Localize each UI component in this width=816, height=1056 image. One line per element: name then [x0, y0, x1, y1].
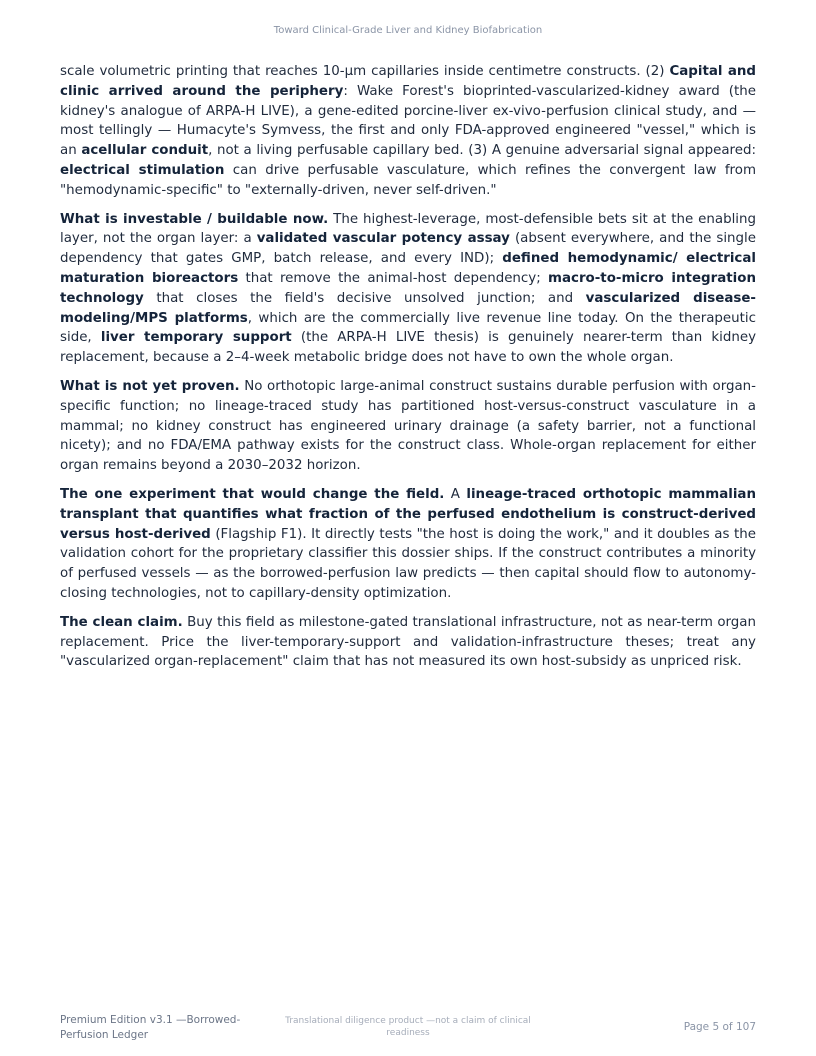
page-number: Page 5 of 107	[683, 1021, 756, 1033]
bold-phrase: acellular conduit	[81, 143, 209, 159]
paragraph-investable-now: What is investable / buildable now. The highest-leverage, most-defensible bets sit at the enabling layer, not the organ layer: a validated vascular potency assay (absent everywhere, and the single dependency that gates GMP, batch release, and every IND); defined hemodynamic/ electrical maturation bioreactors that remove the animal-host dependency; macro-to-micro integration technology that closes the field's decisive unsolved junction; and vascularized disease-modeling/MPS platforms, which are the commercially live revenue line today. On the therapeutic side, liver temporary support (the ARPA-H LIVE thesis) is genuinely nearer-term than kidney replacement, because a 2–4-week metabolic bridge does not have to own the whole organ.	[60, 211, 757, 366]
paragraph-heading: The one experiment that would change the field.	[60, 486, 445, 502]
bold-phrase: Capital and clinic arrived around the periphery	[60, 64, 757, 99]
bold-phrase: liver temporary support	[100, 330, 292, 346]
bold-phrase: vascularized disease-modeling/MPS platforms	[60, 290, 756, 326]
paragraph-key-experiment: The one experiment that would change the field. A lineage-traced orthotopic mammalian transplant that quantifies what fraction of the perfused endothelium is construct-derived versus host-derived (Flagship F1). It directly tests "the host is doing the work," and it doubles as the validation cohort for the proprietary classifier this dossier ships. If the construct contributes a minority of perfused vessels — as the borrowed-perfusion law predicts — then capital should flow to autonomy-closing technologies, not to capillary-density optimization.	[60, 486, 757, 601]
running-header: Toward Clinical-Grade Liver and Kidney Biofabrication	[273, 25, 543, 36]
footer-disclaimer: Translational diligence product —not a claim of clinical readiness	[285, 1016, 531, 1038]
paragraph-heading: What is investable / buildable now.	[60, 211, 329, 227]
bold-phrase: electrical stimulation	[60, 162, 225, 178]
bold-phrase: validated vascular potency assay	[256, 231, 510, 247]
bold-phrase: macro-to-micro integration technology	[60, 270, 756, 306]
paragraph-clean-claim: The clean claim. Buy this field as milestone-gated translational infrastructure, not as near-term organ replacement. Price the liver-temporary-support and validation-infrastructure theses; treat any "vascularized organ-replacement" claim that has not measured its own host-subsidy as unpriced risk.	[60, 614, 756, 670]
paragraph-heading: The clean claim.	[60, 614, 183, 630]
document-body	[60, 62, 756, 681]
footer-edition: Premium Edition v3.1 —Borrowed-Perfusion Ledger	[60, 1014, 241, 1041]
bold-phrase: lineage-traced orthotopic mammalian transplant that quantifies what fraction of the perfused endothelium is construct-derived versus host-derived	[60, 486, 756, 542]
bold-phrase: defined hemodynamic/ electrical maturation bioreactors	[60, 251, 756, 286]
paragraph-not-yet-proven: What is not yet proven. No orthotopic large-animal construct sustains durable perfusion with organ-specific function; no lineage-traced study has partitioned host-versus-construct vasculature in a mammal; no kidney construct has engineered urinary drainage (a safety barrier, not a functional nicety); and no FDA/EMA pathway exists for the construct class. Whole-organ replacement for either organ remains beyond a 2030–2032 horizon.	[60, 378, 756, 474]
paragraph-heading: What is not yet proven.	[60, 378, 240, 394]
paragraph-progress-summary: scale volumetric printing that reaches 10-µm capillaries inside centimetre constructs. (2) Capital and clinic arrived around the periphery: Wake Forest's bioprinted-vascularized-kidney award (the kidney's analogue of ARPA-H LIVE), a gene-edited porcine-liver ex-vivo-perfusion clinical study, and — most tellingly — Humacyte's Symvess, the first and only FDA-approved engineered "vessel," which is an acellular conduit, not a living perfusable capillary bed. (3) A genuine adversarial signal appeared: electrical stimulation can drive perfusable vasculature, which refines the convergent law from "hemodynamic-specific" to "externally-driven, never self-driven."	[60, 64, 757, 198]
